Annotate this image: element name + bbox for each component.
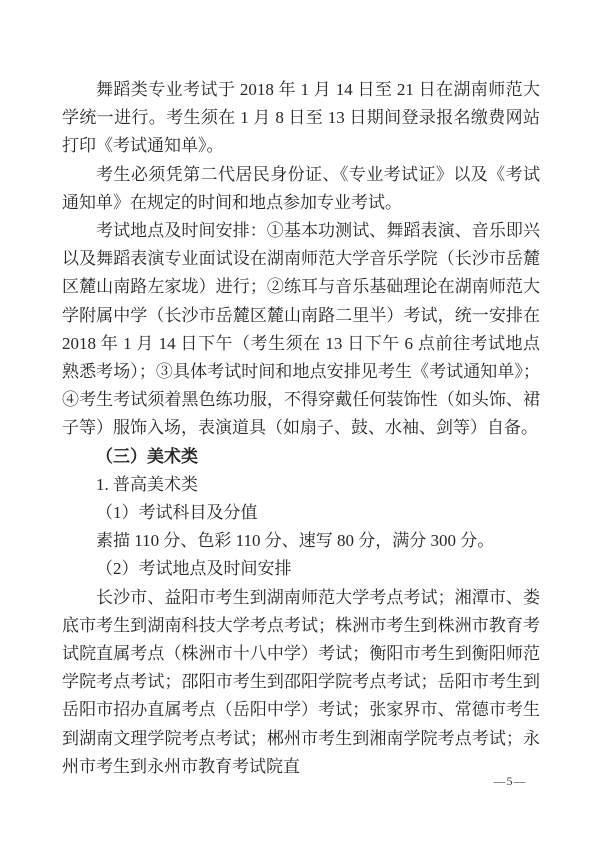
subheading-general-art: 1. 普高美术类 (96, 474, 198, 494)
page-number: —5— (493, 774, 527, 788)
subheading-exam-subjects-scores: （1）考试科目及分值 (96, 503, 258, 523)
subheading-exam-location-time: （2）考试地点及时间安排 (96, 559, 292, 579)
paragraph-dance-exam-locations: 考试地点及时间安排：①基本功测试、舞蹈表演、音乐即兴以及舞蹈表演专业面试设在湖南师范大学音乐学院（长沙市岳麓区麓山南路左家垅）进行；②练耳与音乐基础理论在湖南师范大学附属中学（长沙市岳麓区麓山南路二里半）考试，统一安排在 2018 年 1 月 14 日下午（考生须在 13 日下午 6 点前往考试地点熟悉考场）；③具体考试时间和地点安排见考生《考试通知单》；④考生考试须着黑色练功服，不得穿戴任何装饰性（如头饰、裙子等）服饰入场，表演道具（如扇子、鼓、水袖、剑等）自备。 (62, 221, 540, 438)
paragraph-score-breakdown: 素描 110 分、色彩 110 分、速写 80 分，满分 300 分。 (96, 531, 495, 551)
document-body (62, 76, 540, 781)
paragraph-required-documents: 考生必须凭第二代居民身份证、《专业考试证》以及《考试通知单》在规定的时间和地点参加专业考试。 (62, 164, 540, 212)
paragraph-dance-exam-schedule: 舞蹈类专业考试于 2018 年 1 月 14 日至 21 日在湖南师范大学统一进行。考生须在 1 月 8 日至 13 日期间登录报名缴费网站打印《考试通知单》。 (62, 80, 540, 156)
paragraph-art-exam-locations: 长沙市、益阳市考生到湖南师范大学考点考试；湘潭市、娄底市考生到湖南科技大学考点考试；株洲市考生到株洲市教育考试院直属考点（株洲市十八中学）考试；衡阳市考生到衡阳师范学院考点考试；邵阳市考生到邵阳学院考点考试；岳阳市考生到岳阳市招办直属考点（岳阳中学）考试；张家界市、常德市考生到湖南文理学院考点考试；郴州市考生到湘南学院考点考试；永州市考生到永州市教育考试院直 (62, 587, 540, 776)
heading-art-category: （三）美术类 (96, 446, 198, 466)
